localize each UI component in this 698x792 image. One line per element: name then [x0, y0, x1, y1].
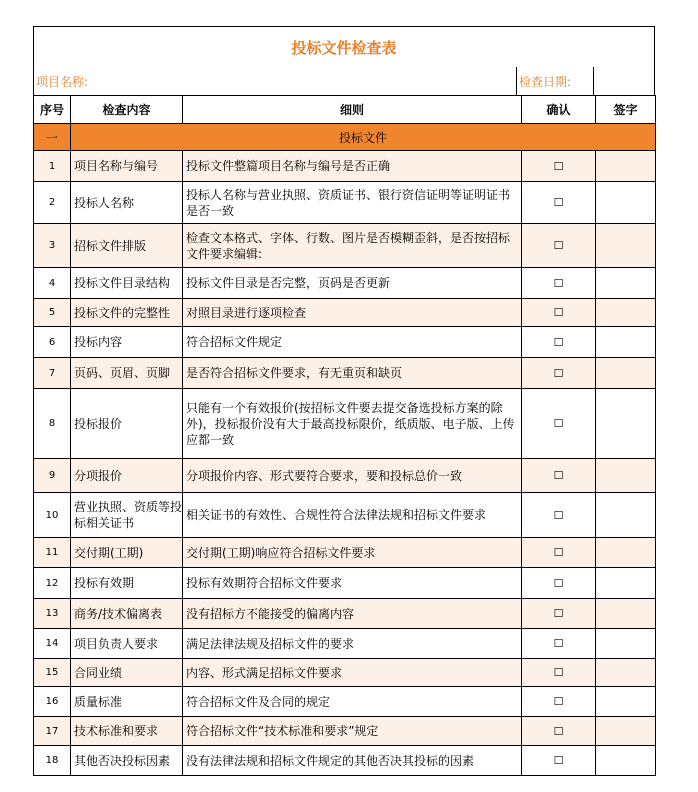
table-row: [34, 717, 656, 746]
signature-cell[interactable]: [596, 327, 656, 358]
row-number: 18: [34, 746, 71, 776]
row-number: 16: [34, 687, 71, 717]
row-detail: 只能有一个有效报价(按招标文件要去提交备选投标方案的除外)，投标报价没有大于最高投标限价，纸质版、电子版、上传应都一致: [183, 389, 522, 459]
table-row: [34, 459, 656, 493]
header-sign: 签字: [596, 96, 656, 124]
table-row: [34, 493, 656, 538]
row-number: 1: [34, 151, 71, 182]
row-item: 营业执照、资质等投标相关证书: [71, 493, 183, 538]
row-detail: 相关证书的有效性、合规性符合法律法规和招标文件要求: [183, 493, 522, 538]
header-detail: 细则: [183, 96, 522, 124]
signature-cell[interactable]: [596, 746, 656, 776]
checklist-sheet: [33, 26, 655, 776]
row-number: 9: [34, 459, 71, 493]
signature-cell[interactable]: [596, 717, 656, 746]
header-item: 检查内容: [71, 96, 183, 124]
table-row: [34, 224, 656, 268]
header-row: [34, 96, 656, 124]
signature-cell[interactable]: [596, 568, 656, 599]
table-row: [34, 358, 656, 389]
confirm-checkbox[interactable]: ☐: [522, 629, 596, 659]
row-detail: 符合招标文件“技术标准和要求”规定: [183, 717, 522, 746]
signature-cell[interactable]: [596, 493, 656, 538]
row-number: 11: [34, 538, 71, 568]
signature-cell[interactable]: [596, 687, 656, 717]
table-row: [34, 268, 656, 299]
row-detail: 没有招标方不能接受的偏离内容: [183, 599, 522, 629]
confirm-checkbox[interactable]: ☐: [522, 599, 596, 629]
row-item: 合同业绩: [71, 659, 183, 687]
row-item: 交付期(工期): [71, 538, 183, 568]
table-row: [34, 151, 656, 182]
row-item: 商务/技术偏离表: [71, 599, 183, 629]
confirm-checkbox[interactable]: ☐: [522, 746, 596, 776]
row-number: 13: [34, 599, 71, 629]
row-item: 投标报价: [71, 389, 183, 459]
row-number: 12: [34, 568, 71, 599]
signature-cell[interactable]: [596, 358, 656, 389]
confirm-checkbox[interactable]: ☐: [522, 568, 596, 599]
section-row: [34, 124, 656, 151]
row-detail: 符合招标文件规定: [183, 327, 522, 358]
row-number: 17: [34, 717, 71, 746]
signature-cell[interactable]: [596, 299, 656, 327]
signature-cell[interactable]: [596, 538, 656, 568]
row-detail: 对照目录进行逐项检查: [183, 299, 522, 327]
row-detail: 检查文本格式、字体、行数、图片是否模糊歪斜，是否按招标文件要求编辑:: [183, 224, 522, 268]
confirm-checkbox[interactable]: ☐: [522, 459, 596, 493]
row-item: 招标文件排版: [71, 224, 183, 268]
signature-cell[interactable]: [596, 268, 656, 299]
row-number: 5: [34, 299, 71, 327]
check-date-cell[interactable]: [593, 67, 654, 95]
confirm-checkbox[interactable]: ☐: [522, 224, 596, 268]
section-name: 投标文件: [71, 124, 656, 151]
row-number: 15: [34, 659, 71, 687]
signature-cell[interactable]: [596, 224, 656, 268]
row-detail: 分项报价内容、形式要符合要求，要和投标总价一致: [183, 459, 522, 493]
check-date-label: 检查日期:: [516, 67, 593, 95]
row-detail: 投标文件整篇项目名称与编号是否正确: [183, 151, 522, 182]
row-number: 2: [34, 182, 71, 224]
row-detail: 符合招标文件及合同的规定: [183, 687, 522, 717]
row-item: 投标文件的完整性: [71, 299, 183, 327]
row-item: 投标文件目录结构: [71, 268, 183, 299]
row-item: 页码、页眉、页脚: [71, 358, 183, 389]
row-item: 投标人名称: [71, 182, 183, 224]
signature-cell[interactable]: [596, 182, 656, 224]
header-no: 序号: [34, 96, 71, 124]
row-item: 投标内容: [71, 327, 183, 358]
confirm-checkbox[interactable]: ☐: [522, 151, 596, 182]
table-row: [34, 182, 656, 224]
row-item: 分项报价: [71, 459, 183, 493]
confirm-checkbox[interactable]: ☐: [522, 268, 596, 299]
confirm-checkbox[interactable]: ☐: [522, 659, 596, 687]
row-item: 其他否决投标因素: [71, 746, 183, 776]
signature-cell[interactable]: [596, 459, 656, 493]
sheet-title: 投标文件检查表: [33, 26, 655, 67]
row-item: 技术标准和要求: [71, 717, 183, 746]
row-number: 3: [34, 224, 71, 268]
row-detail: 投标有效期符合招标文件要求: [183, 568, 522, 599]
table-row: [34, 687, 656, 717]
confirm-checkbox[interactable]: ☐: [522, 358, 596, 389]
row-number: 14: [34, 629, 71, 659]
table-row: [34, 659, 656, 687]
row-number: 4: [34, 268, 71, 299]
row-number: 7: [34, 358, 71, 389]
checklist-table: [33, 95, 656, 776]
info-row: [33, 67, 655, 95]
row-number: 8: [34, 389, 71, 459]
table-row: [34, 299, 656, 327]
confirm-checkbox[interactable]: ☐: [522, 389, 596, 459]
row-item: 项目负责人要求: [71, 629, 183, 659]
signature-cell[interactable]: [596, 389, 656, 459]
confirm-checkbox[interactable]: ☐: [522, 327, 596, 358]
row-detail: 是否符合招标文件要求，有无重页和缺页: [183, 358, 522, 389]
signature-cell[interactable]: [596, 599, 656, 629]
row-item: 投标有效期: [71, 568, 183, 599]
row-item: 项目名称与编号: [71, 151, 183, 182]
row-item: 质量标准: [71, 687, 183, 717]
row-detail: 满足法律法规及招标文件的要求: [183, 629, 522, 659]
header-confirm: 确认: [522, 96, 596, 124]
row-detail: 交付期(工期)响应符合招标文件要求: [183, 538, 522, 568]
table-row: [34, 389, 656, 459]
table-row: [34, 568, 656, 599]
row-detail: 投标文件目录是否完整，页码是否更新: [183, 268, 522, 299]
row-detail: 没有法律法规和招标文件规定的其他否决其投标的因素: [183, 746, 522, 776]
project-name-label: 项目名称:: [36, 74, 89, 89]
table-row: [34, 599, 656, 629]
table-row: [34, 538, 656, 568]
row-detail: 内容、形式满足招标文件要求: [183, 659, 522, 687]
signature-cell[interactable]: [596, 151, 656, 182]
confirm-checkbox[interactable]: ☐: [522, 182, 596, 224]
row-number: 10: [34, 493, 71, 538]
confirm-checkbox[interactable]: ☐: [522, 538, 596, 568]
confirm-checkbox[interactable]: ☐: [522, 717, 596, 746]
section-index: 一: [34, 124, 71, 151]
table-row: [34, 629, 656, 659]
row-detail: 投标人名称与营业执照、资质证书、银行资信证明等证明证书是否一致: [183, 182, 522, 224]
table-row: [34, 327, 656, 358]
row-number: 6: [34, 327, 71, 358]
confirm-checkbox[interactable]: ☐: [522, 687, 596, 717]
confirm-checkbox[interactable]: ☐: [522, 493, 596, 538]
signature-cell[interactable]: [596, 659, 656, 687]
table-row: [34, 746, 656, 776]
signature-cell[interactable]: [596, 629, 656, 659]
confirm-checkbox[interactable]: ☐: [522, 299, 596, 327]
